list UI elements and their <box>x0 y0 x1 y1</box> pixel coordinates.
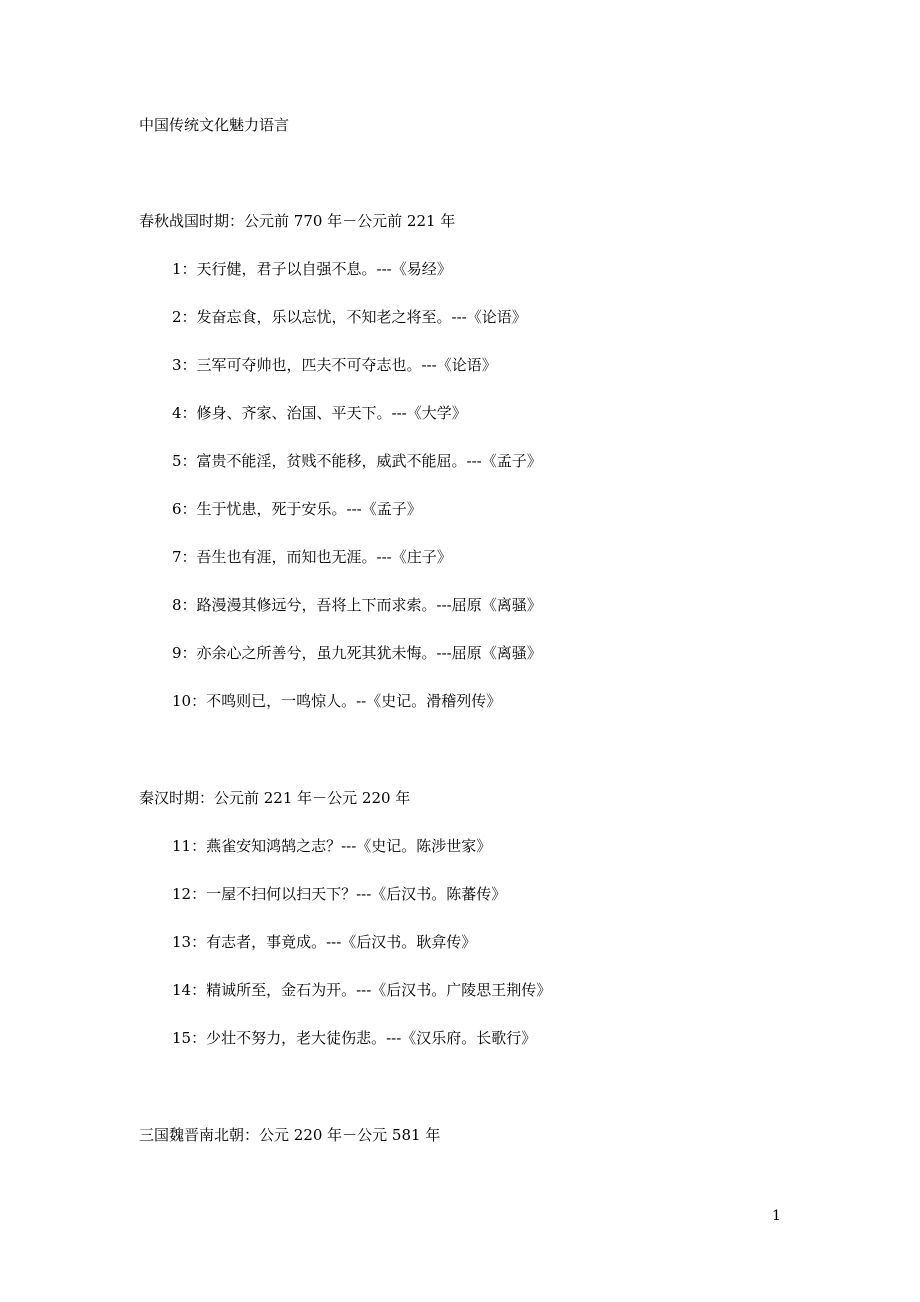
quote-line: 1：天行健，君子以自强不息。---《易经》 <box>172 260 452 278</box>
quote-line: 12：一屋不扫何以扫天下？---《后汉书。陈蕃传》 <box>172 885 507 903</box>
quote-line: 4：修身、齐家、治国、平天下。---《大学》 <box>172 404 467 422</box>
quote-line: 2：发奋忘食，乐以忘忧，不知老之将至。---《论语》 <box>172 308 527 326</box>
quote-line: 15：少壮不努力，老大徒伤悲。---《汉乐府。长歌行》 <box>172 1029 537 1047</box>
page-number: 1 <box>772 1208 781 1224</box>
quote-line: 8：路漫漫其修远兮，吾将上下而求索。---屈原《离骚》 <box>172 596 542 614</box>
section-heading-three-kingdoms: 三国魏晋南北朝：公元 220 年－公元 581 年 <box>139 1126 441 1144</box>
quote-line: 6：生于忧患，死于安乐。---《孟子》 <box>172 500 422 518</box>
quote-line: 5：富贵不能淫，贫贱不能移，威武不能屈。---《孟子》 <box>172 452 542 470</box>
quote-line: 10：不鸣则已，一鸣惊人。--《史记。滑稽列传》 <box>172 692 502 710</box>
quote-line: 7：吾生也有涯，而知也无涯。---《庄子》 <box>172 548 452 566</box>
quote-line: 9：亦余心之所善兮，虽九死其犹未悔。---屈原《离骚》 <box>172 644 542 662</box>
quote-line: 13：有志者，事竟成。---《后汉书。耿弇传》 <box>172 933 477 951</box>
section-heading-spring-autumn: 春秋战国时期：公元前 770 年－公元前 221 年 <box>139 212 456 230</box>
quote-line: 3：三军可夺帅也，匹夫不可夺志也。---《论语》 <box>172 356 497 374</box>
section-heading-qin-han: 秦汉时期：公元前 221 年－公元 220 年 <box>139 789 411 807</box>
quote-line: 14：精诚所至，金石为开。---《后汉书。广陵思王荆传》 <box>172 981 552 999</box>
quote-line: 11：燕雀安知鸿鹄之志？---《史记。陈涉世家》 <box>172 837 492 855</box>
document-title: 中国传统文化魅力语言 <box>139 116 290 134</box>
